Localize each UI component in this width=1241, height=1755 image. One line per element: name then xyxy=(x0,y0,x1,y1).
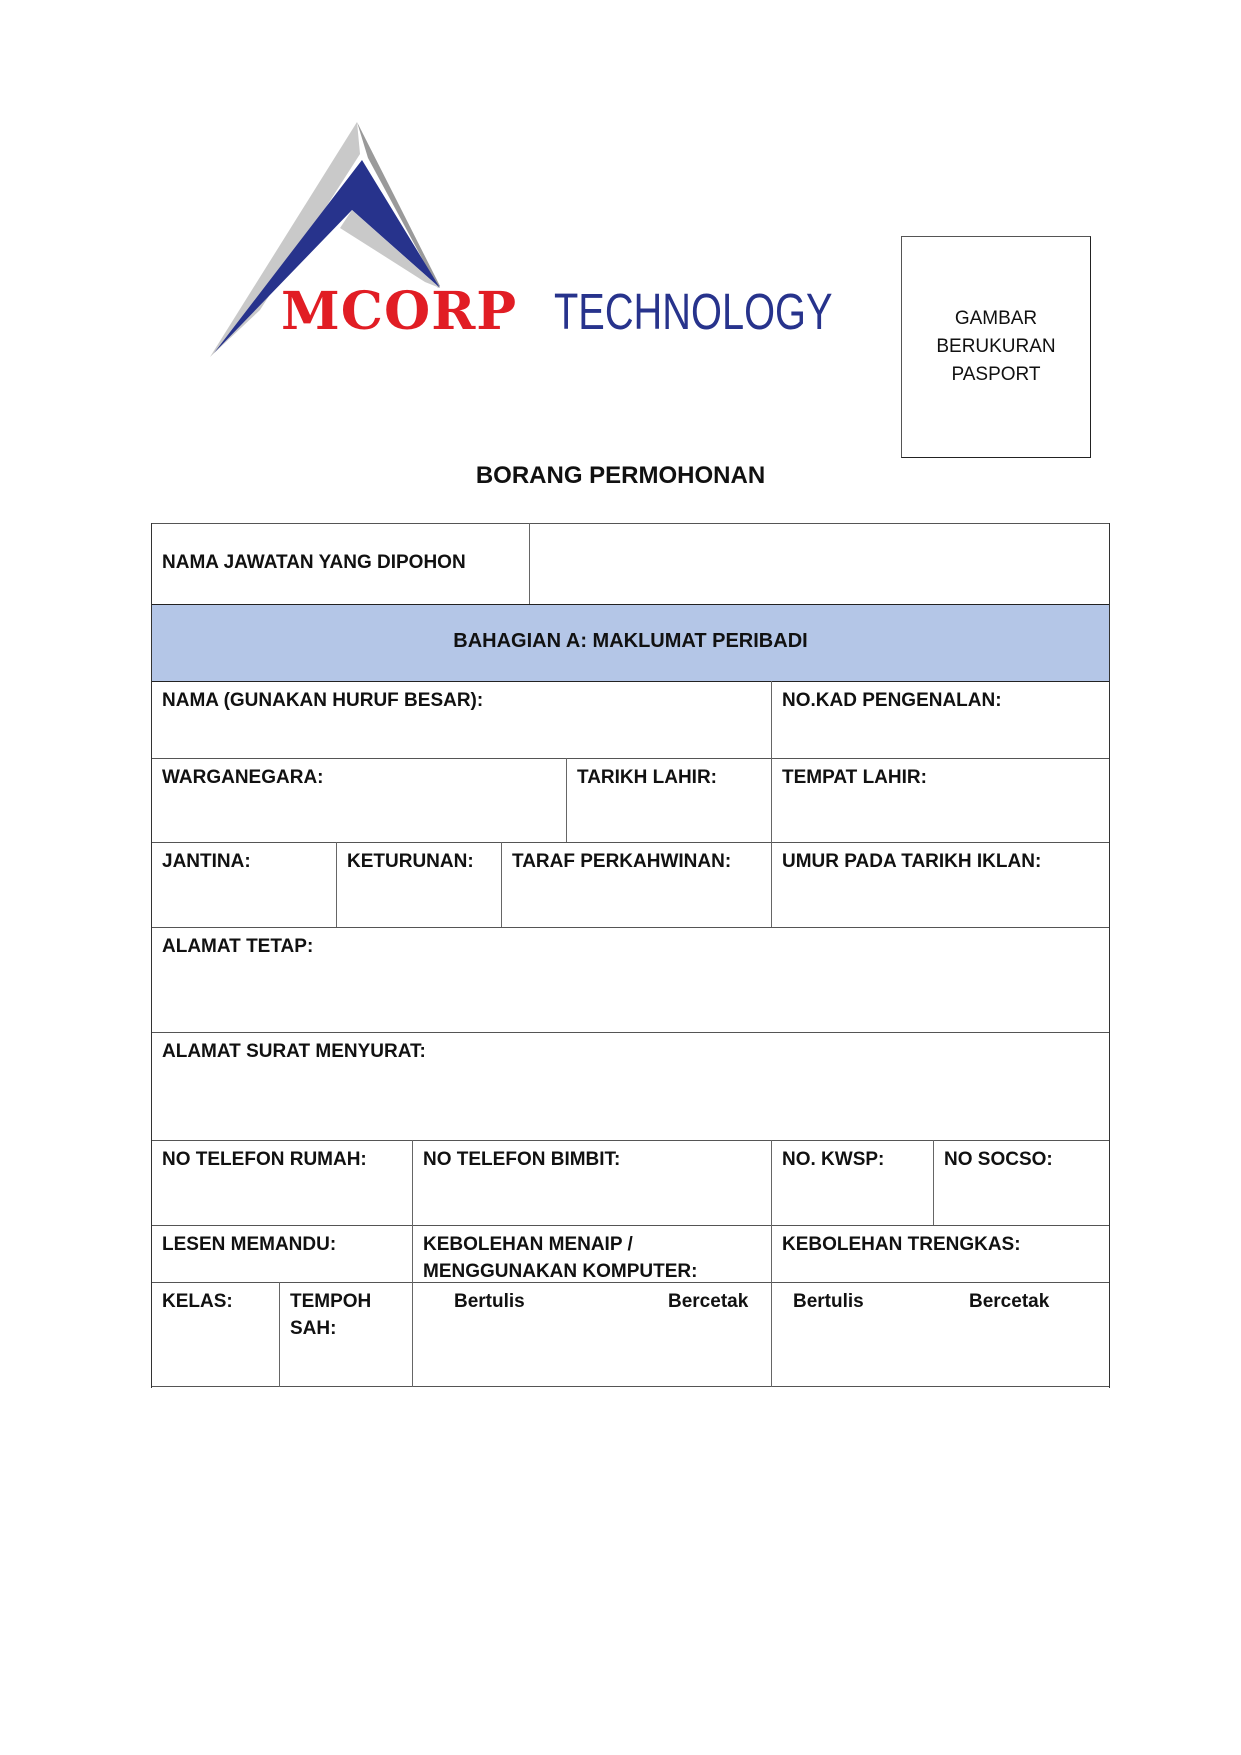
label-menaip-bercetak: Bercetak xyxy=(668,1291,749,1312)
label-tempoh-sah-line1: TEMPOH xyxy=(290,1291,372,1312)
col-divider xyxy=(771,758,772,842)
section-a-header xyxy=(151,604,1110,681)
logo-text-technology: TECHNOLOGY xyxy=(554,283,833,340)
col-divider xyxy=(771,1282,772,1387)
section-a-title: BAHAGIAN A: MAKLUMAT PERIBADI xyxy=(453,630,808,652)
label-kebolehan-menaip-line1: KEBOLEHAN MENAIP / xyxy=(423,1234,633,1255)
col-divider xyxy=(566,758,567,842)
label-no-kad-pengenalan: NO.KAD PENGENALAN: xyxy=(782,690,1002,711)
col-divider xyxy=(501,842,502,927)
col-divider xyxy=(529,523,530,604)
label-kebolehan-menaip-line2: MENGGUNAKAN KOMPUTER: xyxy=(423,1261,698,1282)
label-no-kwsp: NO. KWSP: xyxy=(782,1149,885,1170)
col-divider xyxy=(771,1225,772,1282)
label-tarikh-lahir: TARIKH LAHIR: xyxy=(577,767,718,788)
label-alamat-surat-menyurat: ALAMAT SURAT MENYURAT: xyxy=(162,1041,426,1062)
form-title-text: BORANG PERMOHONAN xyxy=(475,462,766,489)
application-form-table xyxy=(151,523,1110,1387)
label-lesen-memandu: LESEN MEMANDU: xyxy=(162,1234,337,1255)
col-divider xyxy=(336,842,337,927)
label-jantina: JANTINA: xyxy=(162,851,251,872)
row-divider xyxy=(151,1225,1110,1226)
photo-label-line-1: GAMBAR xyxy=(954,308,1038,329)
label-umur: UMUR PADA TARIKH IKLAN: xyxy=(782,851,1042,872)
label-tempat-lahir: TEMPAT LAHIR: xyxy=(782,767,927,788)
table-border-right xyxy=(1109,523,1110,1388)
photo-box-label xyxy=(936,305,1055,389)
col-divider xyxy=(771,681,772,758)
logo-text-mcorp: MCORP xyxy=(281,281,518,342)
label-no-telefon-rumah: NO TELEFON RUMAH: xyxy=(162,1149,367,1170)
row-divider xyxy=(151,927,1110,928)
label-no-socso: NO SOCSO: xyxy=(944,1149,1053,1170)
col-divider xyxy=(771,1140,772,1225)
label-keturunan: KETURUNAN: xyxy=(347,851,474,872)
position-applied-input[interactable] xyxy=(531,525,1108,603)
form-title xyxy=(0,462,1241,490)
row-divider xyxy=(151,758,1110,759)
label-tempoh-sah-line2: SAH: xyxy=(290,1318,337,1339)
row-divider xyxy=(151,1140,1110,1141)
table-border-left xyxy=(151,523,152,1388)
label-nama: NAMA (GUNAKAN HURUF BESAR): xyxy=(162,690,484,711)
row-divider xyxy=(151,604,1110,605)
col-divider xyxy=(771,842,772,927)
photo-label-line-3: PASPORT xyxy=(951,364,1041,385)
passport-photo-box[interactable] xyxy=(901,236,1091,458)
col-divider xyxy=(412,1140,413,1225)
col-divider xyxy=(279,1282,280,1387)
col-divider xyxy=(412,1282,413,1387)
label-alamat-tetap: ALAMAT TETAP: xyxy=(162,936,314,957)
label-menaip-bertulis: Bertulis xyxy=(454,1291,525,1312)
col-divider xyxy=(933,1140,934,1225)
label-no-telefon-bimbit: NO TELEFON BIMBIT: xyxy=(423,1149,621,1170)
label-kebolehan-trengkas: KEBOLEHAN TRENGKAS: xyxy=(782,1234,1021,1255)
row-divider xyxy=(151,1032,1110,1033)
label-position-applied: NAMA JAWATAN YANG DIPOHON xyxy=(162,552,466,573)
table-border-bottom xyxy=(151,1386,1110,1387)
label-warganegara: WARGANEGARA: xyxy=(162,767,324,788)
label-trengkas-bercetak: Bercetak xyxy=(969,1291,1050,1312)
photo-label-line-2: BERUKURAN xyxy=(936,336,1056,357)
label-taraf-perkahwinan: TARAF PERKAHWINAN: xyxy=(512,851,732,872)
row-divider xyxy=(151,842,1110,843)
table-border-top xyxy=(151,523,1110,524)
row-divider xyxy=(151,681,1110,682)
label-kelas: KELAS: xyxy=(162,1291,233,1312)
col-divider xyxy=(412,1225,413,1282)
label-trengkas-bertulis: Bertulis xyxy=(793,1291,864,1312)
